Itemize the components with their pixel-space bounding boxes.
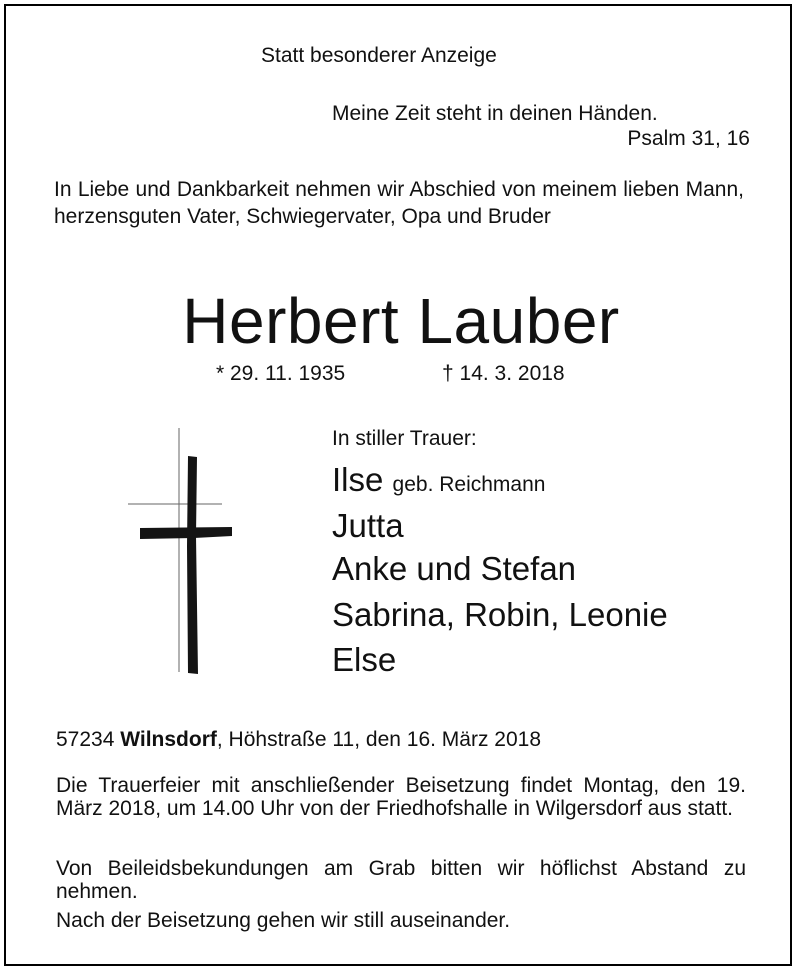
intro-text: In Liebe und Dankbarkeit nehmen wir Abschied von meinem lieben Mann, herzensguten Vater, Schwiegervater, Opa und Bruder [54, 178, 744, 228]
mourner-name: Ilse [332, 461, 384, 498]
address-zip: 57234 [56, 728, 115, 751]
psalm-reference: Psalm 31, 16 [627, 127, 750, 150]
mourner-grandchildren: Sabrina, Robin, Leonie [332, 596, 668, 633]
mourner-jutta: Jutta [332, 507, 404, 544]
mourner-else: Else [332, 641, 397, 678]
deceased-name: Herbert Lauber [182, 285, 620, 357]
death-date: † 14. 3. 2018 [442, 362, 565, 385]
psalm-quote: Meine Zeit steht in deinen Händen. [332, 102, 658, 125]
mourning-label: In stiller Trauer: [332, 427, 477, 450]
address-line [56, 728, 541, 752]
obituary-notice [4, 4, 792, 966]
mourner-ilse [332, 461, 545, 499]
cross-icon [124, 426, 234, 676]
funeral-info: Die Trauerfeier mit anschließender Beisetzung findet Montag, den 19. März 2018, um 14.00 Uhr von der Friedhofshalle in Wilgersdorf aus statt. [56, 774, 746, 820]
mourner-anke-stefan: Anke und Stefan [332, 550, 577, 587]
address-rest: , Höhstraße 11, den 16. März 2018 [216, 728, 542, 751]
closing-note: Nach der Beisetzung gehen wir still auseinander. [56, 909, 511, 932]
birth-date: * 29. 11. 1935 [216, 362, 346, 385]
notice-header: Statt besonderer Anzeige [261, 44, 497, 67]
mourner-note: geb. Reichmann [392, 473, 546, 496]
condolence-request: Von Beileidsbekundungen am Grab bitten wir höflichst Abstand zu nehmen. [56, 857, 746, 903]
address-city: Wilnsdorf [120, 728, 217, 751]
